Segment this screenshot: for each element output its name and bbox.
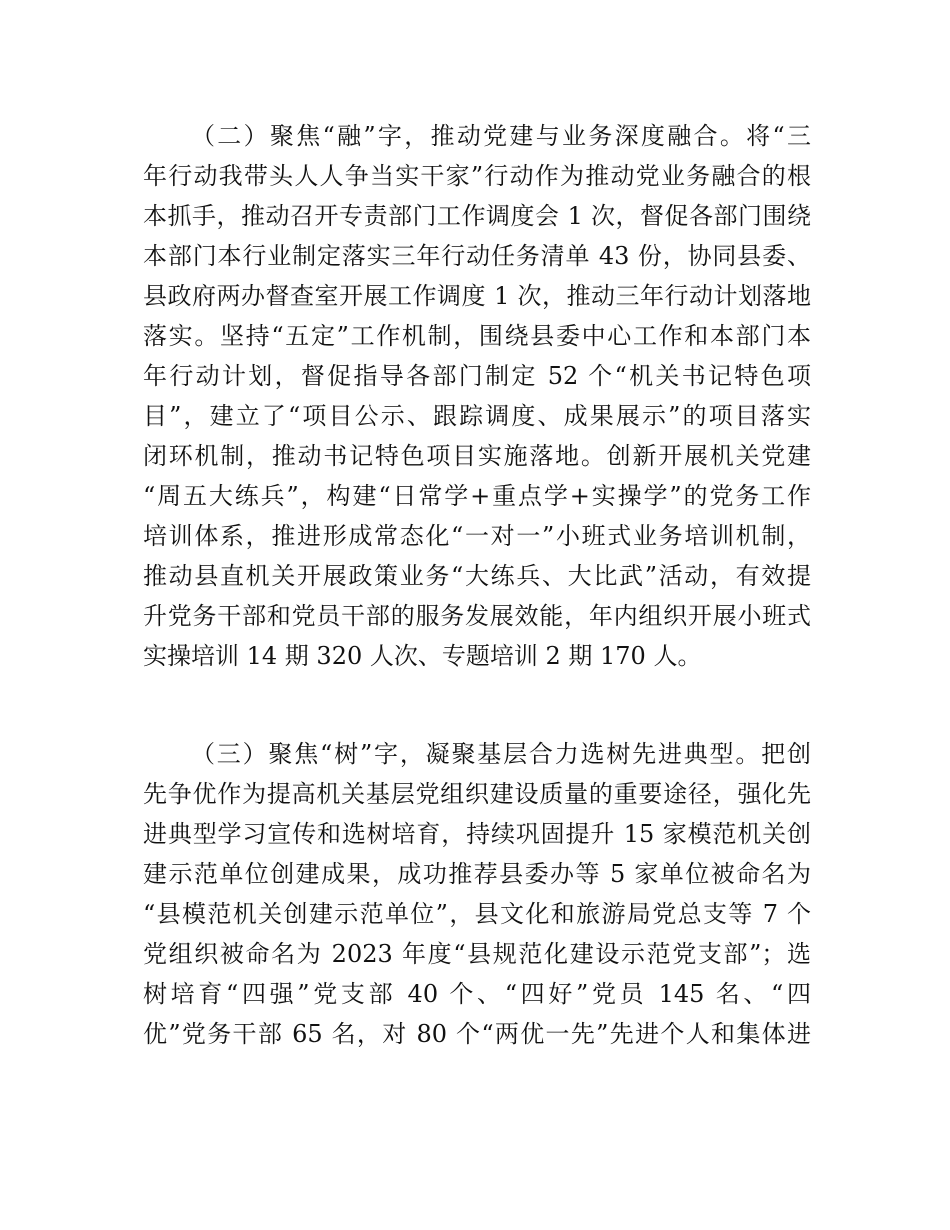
paragraph-section-two <box>143 116 811 676</box>
paragraph-line: 目”，建立了“项目公示、跟踪调度、成果展示”的项目落实 <box>143 402 811 430</box>
paragraph-line: 年行动我带头人人争当实干家”行动作为推动党业务融合的根 <box>143 162 811 190</box>
paragraph-line: 推动县直机关开展政策业务“大练兵、大比武”活动，有效提 <box>143 562 811 590</box>
paragraph-line: 优”党务干部 65 名，对 80 个“两优一先”先进个人和集体进 <box>143 1020 811 1048</box>
paragraph-line: 县政府两办督查室开展工作调度 1 次，推动三年行动计划落地 <box>143 282 811 310</box>
paragraph-line: 实操培训 14 期 320 人次、专题培训 2 期 170 人。 <box>143 642 702 670</box>
paragraph-line: 升党务干部和党员干部的服务发展效能，年内组织开展小班式 <box>143 602 811 630</box>
paragraph-line: “县模范机关创建示范单位”，县文化和旅游局党总支等 7 个 <box>143 900 811 928</box>
paragraph-line: （二）聚焦“融”字，推动党建与业务深度融合。将“三 <box>191 122 811 150</box>
paragraph-line: 树培育“四强”党支部 40 个、“四好”党员 145 名、“四 <box>143 980 811 1008</box>
paragraph-line: 党组织被命名为 2023 年度“县规范化建设示范党支部”；选 <box>143 940 811 968</box>
paragraph-line: 年行动计划，督促指导各部门制定 52 个“机关书记特色项 <box>143 362 811 390</box>
paragraph-line: 进典型学习宣传和选树培育，持续巩固提升 15 家模范机关创 <box>143 820 811 848</box>
paragraph-line: （三）聚焦“树”字，凝聚基层合力选树先进典型。把创 <box>191 740 811 768</box>
paragraph-line: 先争优作为提高机关基层党组织建设质量的重要途径，强化先 <box>143 780 811 808</box>
paragraph-line: 闭环机制，推动书记特色项目实施落地。创新开展机关党建 <box>143 442 811 470</box>
paragraph-line: 本抓手，推动召开专责部门工作调度会 1 次，督促各部门围绕 <box>143 202 811 230</box>
paragraph-line: 落实。坚持“五定”工作机制，围绕县委中心工作和本部门本 <box>143 322 811 350</box>
paragraph-line: 培训体系，推进形成常态化“一对一”小班式业务培训机制， <box>143 522 811 550</box>
paragraph-section-three <box>143 734 811 1054</box>
paragraph-line: “周五大练兵”，构建“日常学+重点学+实操学”的党务工作 <box>143 482 811 510</box>
paragraph-line: 建示范单位创建成果，成功推荐县委办等 5 家单位被命名为 <box>143 860 811 888</box>
paragraph-line: 本部门本行业制定落实三年行动任务清单 43 份，协同县委、 <box>143 242 811 270</box>
